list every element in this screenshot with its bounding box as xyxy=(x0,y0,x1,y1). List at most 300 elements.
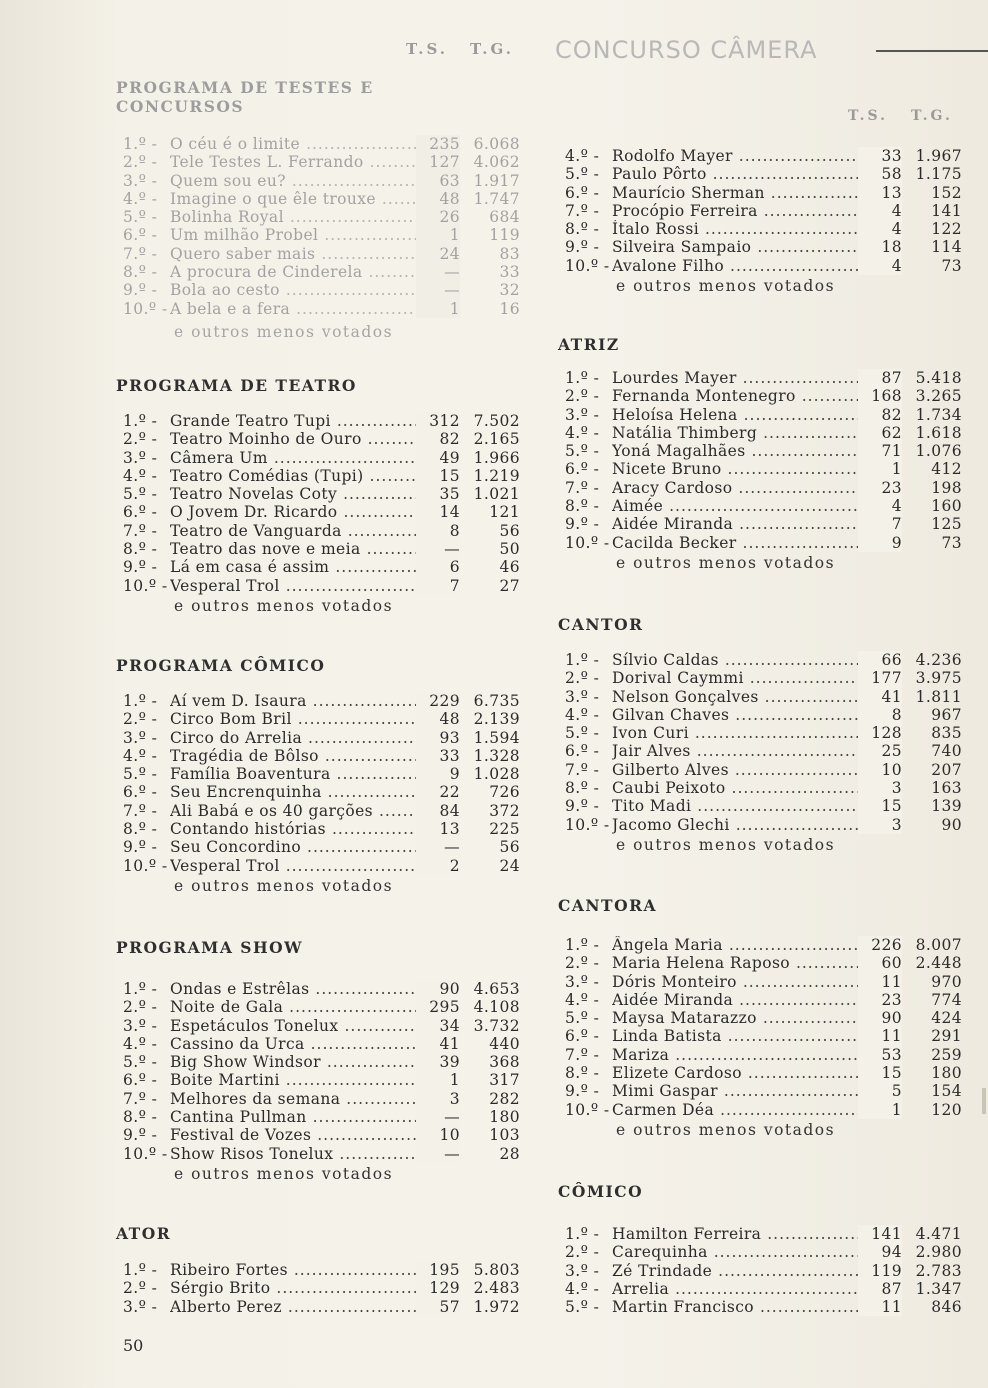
entry-name: O céu é o limite ..... xyxy=(170,135,460,153)
rank-position: 5.º - xyxy=(565,165,600,184)
ts-votes: 127 xyxy=(416,153,460,171)
entry-name: Big Show Windsor ..... xyxy=(170,1053,460,1071)
entry-name: Caubi Peixoto ..... xyxy=(612,779,902,797)
ts-votes: 11 xyxy=(858,1298,902,1316)
rank-position: 7.º - xyxy=(565,760,600,779)
tg-votes: 83 xyxy=(499,244,520,263)
tg-votes: 56 xyxy=(499,521,520,540)
tg-votes: 152 xyxy=(931,183,962,202)
entry-name: Maysa Matarazzo ..... xyxy=(612,1009,902,1027)
rank-position: 3.º - xyxy=(123,171,158,190)
ranking-row xyxy=(558,936,968,954)
tg-votes: 1.972 xyxy=(473,1297,520,1316)
rank-position: 9.º - xyxy=(565,515,600,534)
tg-votes: 73 xyxy=(941,533,962,552)
ts-votes: 33 xyxy=(858,147,902,165)
others-note: e outros menos votados xyxy=(174,1164,394,1183)
ts-votes: 48 xyxy=(416,710,460,728)
others-note: e outros menos votados xyxy=(174,876,394,895)
entry-name: Martin Francisco ..... xyxy=(612,1298,902,1316)
ranking-row xyxy=(116,857,526,875)
ranking-row xyxy=(558,424,968,442)
ranking-row xyxy=(558,724,968,742)
rank-position: 2.º - xyxy=(565,954,600,973)
entry-name: Tragédia de Bôlso ..... xyxy=(170,747,460,765)
entry-name: Ali Babá e os 40 garções ..... xyxy=(170,802,460,820)
rank-position: 6.º - xyxy=(123,503,158,522)
ranking-row xyxy=(558,147,968,165)
ts-votes: 1 xyxy=(858,460,902,478)
entry-name: Hamilton Ferreira ..... xyxy=(612,1225,902,1243)
tg-votes: 33 xyxy=(499,263,520,282)
tg-votes: 180 xyxy=(931,1064,962,1083)
rank-position: 2.º - xyxy=(123,430,158,449)
rank-position: 6.º - xyxy=(565,742,600,761)
entry-name: Ondas e Estrêlas ..... xyxy=(170,980,460,998)
tg-votes: 1.917 xyxy=(473,171,520,190)
entry-name: Gilvan Chaves ..... xyxy=(612,706,902,724)
ts-votes: 24 xyxy=(416,245,460,263)
section-testes xyxy=(116,78,526,343)
rank-position: 4.º - xyxy=(123,466,158,485)
tg-votes: 2.139 xyxy=(473,710,520,729)
rank-position: 3.º - xyxy=(565,972,600,991)
rank-position: 6.º - xyxy=(123,226,158,245)
ts-votes: 11 xyxy=(858,973,902,991)
ranking-row xyxy=(558,1280,968,1298)
ranking-row xyxy=(558,369,968,387)
ts-votes: 41 xyxy=(858,688,902,706)
ranking-row xyxy=(116,522,526,540)
rank-position: 8.º - xyxy=(565,779,600,798)
rank-position: 2.º - xyxy=(123,153,158,172)
page-edge-mark xyxy=(982,1088,986,1114)
ranking-row xyxy=(116,1108,526,1126)
rank-position: 10.º - xyxy=(565,815,610,834)
tg-votes: 967 xyxy=(931,705,962,724)
section-title: PROGRAMA DE TEATRO xyxy=(116,376,357,395)
ts-votes: 22 xyxy=(416,783,460,801)
ts-votes: 4 xyxy=(858,497,902,515)
rank-position: 4.º - xyxy=(565,147,600,165)
page-header xyxy=(400,36,988,70)
entry-name: Festival de Vozes ..... xyxy=(170,1126,460,1144)
rank-position: 10.º - xyxy=(123,299,168,318)
entry-name: Nicete Bruno ..... xyxy=(612,460,902,478)
tg-votes: 684 xyxy=(489,208,520,227)
tg-votes: 2.165 xyxy=(473,430,520,449)
ranking-row xyxy=(116,1126,526,1144)
rank-position: 7.º - xyxy=(123,244,158,263)
rank-position: 3.º - xyxy=(565,687,600,706)
ts-votes: 93 xyxy=(416,729,460,747)
ranking-list xyxy=(558,936,968,1119)
entry-name: Boite Martini ..... xyxy=(170,1071,460,1089)
entry-name: Carmen Déa ..... xyxy=(612,1101,902,1119)
rank-position: 4.º - xyxy=(565,1279,600,1298)
tg-votes: 180 xyxy=(489,1108,520,1127)
ts-votes: 62 xyxy=(858,424,902,442)
rank-position: 10.º - xyxy=(565,256,610,275)
ranking-row xyxy=(558,1064,968,1082)
tg-votes: 317 xyxy=(489,1071,520,1090)
entry-name: Paulo Pôrto ..... xyxy=(612,165,902,183)
rank-position: 1.º - xyxy=(123,1261,158,1279)
rank-position: 10.º - xyxy=(123,856,168,875)
entry-name: Quem sou eu? ..... xyxy=(170,172,460,190)
rank-position: 6.º - xyxy=(565,460,600,479)
section-title: CÔMICO xyxy=(558,1182,644,1201)
tg-votes: 1.594 xyxy=(473,728,520,747)
rank-position: 2.º - xyxy=(565,669,600,688)
ts-votes: 48 xyxy=(416,190,460,208)
ranking-row xyxy=(558,1082,968,1100)
entry-name: Família Boaventura ..... xyxy=(170,765,460,783)
tg-votes: 2.483 xyxy=(473,1279,520,1298)
ts-votes: 87 xyxy=(858,1280,902,1298)
tg-votes: 114 xyxy=(931,238,962,257)
tg-votes: 103 xyxy=(489,1126,520,1145)
rank-position: 2.º - xyxy=(123,998,158,1017)
rank-position: 1.º - xyxy=(123,692,158,710)
ts-votes: 94 xyxy=(858,1243,902,1261)
tg-votes: 740 xyxy=(931,742,962,761)
rank-position: 1.º - xyxy=(123,980,158,998)
ts-votes: 129 xyxy=(416,1279,460,1297)
entry-name: Sílvio Caldas ..... xyxy=(612,651,902,669)
entry-name: Cacilda Becker ..... xyxy=(612,534,902,552)
tg-votes: 1.021 xyxy=(473,485,520,504)
ts-votes: 6 xyxy=(416,558,460,576)
entry-name: Noite de Gala ..... xyxy=(170,998,460,1016)
entry-name: Teatro de Vanguarda ..... xyxy=(170,522,460,540)
ranking-list xyxy=(116,412,526,595)
ts-votes: 1 xyxy=(416,226,460,244)
rank-position: 8.º - xyxy=(123,1108,158,1127)
tg-votes: 1.175 xyxy=(915,165,962,184)
ts-votes: — xyxy=(416,281,460,299)
ranking-row xyxy=(558,1298,968,1316)
ts-votes: 235 xyxy=(416,135,460,153)
others-note: e outros menos votados xyxy=(616,1120,836,1139)
ts-votes: — xyxy=(416,1145,460,1163)
entry-name: Vesperal Trol ..... xyxy=(170,857,460,875)
rank-position: 7.º - xyxy=(123,1089,158,1108)
ts-votes: 90 xyxy=(416,980,460,998)
ranking-list xyxy=(558,651,968,834)
tg-votes: 6.068 xyxy=(473,135,520,153)
ranking-row xyxy=(558,1046,968,1064)
rank-position: 7.º - xyxy=(123,521,158,540)
tg-votes: 774 xyxy=(931,990,962,1009)
entry-name: Lourdes Mayer ..... xyxy=(612,369,902,387)
ranking-row xyxy=(116,802,526,820)
rank-position: 6.º - xyxy=(123,783,158,802)
ranking-list xyxy=(116,692,526,875)
ranking-row xyxy=(116,449,526,467)
entry-name: Carequinha ..... xyxy=(612,1243,902,1261)
ts-votes: 226 xyxy=(858,936,902,954)
entry-name: Espetáculos Tonelux ..... xyxy=(170,1017,460,1035)
ts-votes: 10 xyxy=(858,761,902,779)
rank-position: 5.º - xyxy=(123,765,158,784)
ranking-row xyxy=(116,540,526,558)
ts-votes: 4 xyxy=(858,220,902,238)
section-title: PROGRAMA DE TESTES E CONCURSOS xyxy=(116,78,374,116)
entry-name: Alberto Perez ..... xyxy=(170,1298,460,1316)
section-title: ATRIZ xyxy=(558,335,620,354)
entry-name: Aí vem D. Isaura ..... xyxy=(170,692,460,710)
tg-votes: 4.108 xyxy=(473,998,520,1017)
tg-votes: 424 xyxy=(931,1009,962,1028)
tg-votes: 163 xyxy=(931,779,962,798)
ts-votes: 128 xyxy=(858,724,902,742)
tg-votes: 50 xyxy=(499,540,520,559)
tg-votes: 970 xyxy=(931,972,962,991)
ranking-row xyxy=(116,263,526,281)
section-cantora xyxy=(558,895,968,1141)
rank-position: 5.º - xyxy=(565,442,600,461)
entry-name: Grande Teatro Tupi ..... xyxy=(170,412,460,430)
tg-votes: 5.418 xyxy=(915,369,962,387)
entry-name: Bola ao cesto ..... xyxy=(170,281,460,299)
rank-position: 4.º - xyxy=(123,746,158,765)
tg-votes: 1.811 xyxy=(915,687,962,706)
ts-votes: 4 xyxy=(858,257,902,275)
ts-votes: 11 xyxy=(858,1027,902,1045)
entry-name: Melhores da semana ..... xyxy=(170,1090,460,1108)
ranking-row xyxy=(116,998,526,1016)
ts-votes: 90 xyxy=(858,1009,902,1027)
rank-position: 4.º - xyxy=(565,423,600,442)
ranking-row xyxy=(558,387,968,405)
ranking-row xyxy=(116,1298,526,1316)
entry-name: Ângela Maria ..... xyxy=(612,936,902,954)
ts-votes: 15 xyxy=(858,797,902,815)
entry-name: Tele Testes L. Ferrando ..... xyxy=(170,153,460,171)
ranking-row xyxy=(558,761,968,779)
rank-position: 7.º - xyxy=(565,478,600,497)
others-note: e outros menos votados xyxy=(616,553,836,572)
tg-votes: 1.966 xyxy=(473,448,520,467)
entry-name: Dorival Caymmi ..... xyxy=(612,669,902,687)
ranking-list xyxy=(116,135,526,318)
entry-name: Tito Madi ..... xyxy=(612,797,902,815)
rank-position: 6.º - xyxy=(565,183,600,202)
entry-name: Aidée Miranda ..... xyxy=(612,991,902,1009)
ts-votes: 15 xyxy=(858,1064,902,1082)
entry-name: Avalone Filho ..... xyxy=(612,257,902,275)
tg-votes: 3.975 xyxy=(915,669,962,688)
tg-votes: 7.502 xyxy=(473,412,520,430)
tg-votes: 154 xyxy=(931,1082,962,1101)
section-teatro xyxy=(116,375,526,617)
entry-name: Vesperal Trol ..... xyxy=(170,577,460,595)
entry-name: Linda Batista ..... xyxy=(612,1027,902,1045)
tg-votes: 24 xyxy=(499,856,520,875)
entry-name: Show Risos Tonelux ..... xyxy=(170,1145,460,1163)
ts-votes: 5 xyxy=(858,1082,902,1100)
tg-votes: 4.236 xyxy=(915,651,962,669)
entry-name: Sérgio Brito ..... xyxy=(170,1279,460,1297)
ranking-list xyxy=(116,980,526,1163)
ranking-row xyxy=(558,479,968,497)
section-title: PROGRAMA CÔMICO xyxy=(116,656,326,675)
tg-votes: 90 xyxy=(941,815,962,834)
rank-position: 1.º - xyxy=(565,1225,600,1243)
ts-votes: — xyxy=(416,838,460,856)
ranking-row xyxy=(116,1017,526,1035)
ts-votes: 8 xyxy=(416,522,460,540)
column-heading-tg: T.G. xyxy=(911,108,953,124)
rank-position: 1.º - xyxy=(123,412,158,430)
ranking-row xyxy=(558,238,968,256)
ranking-row xyxy=(116,1053,526,1071)
tg-votes: 46 xyxy=(499,558,520,577)
rank-position: 4.º - xyxy=(123,189,158,208)
ts-votes: 23 xyxy=(858,991,902,1009)
ranking-row xyxy=(116,172,526,190)
ranking-row xyxy=(116,1279,526,1297)
ts-votes: 3 xyxy=(858,779,902,797)
ts-votes: 1 xyxy=(858,1101,902,1119)
tg-votes: 2.448 xyxy=(915,954,962,973)
tg-votes: 1.219 xyxy=(473,466,520,485)
rank-position: 5.º - xyxy=(565,724,600,743)
ranking-row xyxy=(116,190,526,208)
ts-votes: 18 xyxy=(858,238,902,256)
tg-votes: 291 xyxy=(931,1027,962,1046)
section-title: CANTORA xyxy=(558,896,657,915)
tg-votes: 726 xyxy=(489,783,520,802)
ts-votes: 84 xyxy=(416,802,460,820)
rank-position: 8.º - xyxy=(565,220,600,239)
ts-votes: 82 xyxy=(858,406,902,424)
rank-position: 8.º - xyxy=(123,540,158,559)
ranking-row xyxy=(116,980,526,998)
tg-votes: 125 xyxy=(931,515,962,534)
rank-position: 3.º - xyxy=(123,448,158,467)
page-number: 50 xyxy=(123,1336,144,1355)
entry-name: Imagine o que êle trouxe ..... xyxy=(170,190,460,208)
tg-votes: 372 xyxy=(489,801,520,820)
tg-votes: 835 xyxy=(931,724,962,743)
ranking-row xyxy=(116,467,526,485)
tg-votes: 4.653 xyxy=(473,980,520,998)
ts-votes: 35 xyxy=(416,485,460,503)
tg-votes: 5.803 xyxy=(473,1261,520,1279)
tg-votes: 122 xyxy=(931,220,962,239)
ts-votes: 49 xyxy=(416,449,460,467)
ts-votes: 3 xyxy=(858,816,902,834)
rank-position: 9.º - xyxy=(565,1082,600,1101)
entry-name: Elizete Cardoso ..... xyxy=(612,1064,902,1082)
tg-votes: 1.967 xyxy=(915,147,962,165)
tg-votes: 1.076 xyxy=(915,442,962,461)
ranking-row xyxy=(116,281,526,299)
entry-name: Ivon Curi ..... xyxy=(612,724,902,742)
ts-votes: 33 xyxy=(416,747,460,765)
entry-name: Ítalo Rossi ..... xyxy=(612,220,902,238)
entry-name: A bela e a fera ..... xyxy=(170,300,460,318)
ranking-row xyxy=(558,779,968,797)
ranking-row xyxy=(116,135,526,153)
ranking-row xyxy=(558,202,968,220)
entry-name: Gilberto Alves ..... xyxy=(612,761,902,779)
ranking-row xyxy=(116,577,526,595)
ranking-row xyxy=(558,442,968,460)
section-title: ATOR xyxy=(116,1224,172,1243)
tg-votes: 1.618 xyxy=(915,423,962,442)
ts-votes: 119 xyxy=(858,1262,902,1280)
rank-position: 7.º - xyxy=(565,1045,600,1064)
ts-votes: 66 xyxy=(858,651,902,669)
entry-name: Câmera Um ..... xyxy=(170,449,460,467)
entry-name: Natália Thimberg ..... xyxy=(612,424,902,442)
tg-votes: 225 xyxy=(489,820,520,839)
ranking-row xyxy=(116,710,526,728)
ranking-list xyxy=(116,1261,526,1316)
entry-name: Rodolfo Mayer ..... xyxy=(612,147,902,165)
entry-name: Mariza ..... xyxy=(612,1046,902,1064)
rank-position: 9.º - xyxy=(123,281,158,300)
ranking-row xyxy=(558,973,968,991)
ranking-row xyxy=(558,534,968,552)
entry-name: Dóris Monteiro ..... xyxy=(612,973,902,991)
ts-votes: 60 xyxy=(858,954,902,972)
tg-votes: 2.783 xyxy=(915,1261,962,1280)
entry-name: A procura de Cinderela ..... xyxy=(170,263,460,281)
ts-votes: 7 xyxy=(416,577,460,595)
rank-position: 5.º - xyxy=(123,208,158,227)
rank-position: 5.º - xyxy=(565,1009,600,1028)
ts-votes: 10 xyxy=(416,1126,460,1144)
entry-name: Jacomo Glechi ..... xyxy=(612,816,902,834)
ranking-row xyxy=(116,820,526,838)
tg-votes: 3.732 xyxy=(473,1016,520,1035)
rank-position: 8.º - xyxy=(123,820,158,839)
ts-votes: 41 xyxy=(416,1035,460,1053)
rank-position: 2.º - xyxy=(565,387,600,406)
tg-votes: 8.007 xyxy=(915,936,962,954)
tg-votes: 1.734 xyxy=(915,405,962,424)
rank-position: 5.º - xyxy=(123,1053,158,1072)
rank-position: 10.º - xyxy=(123,1144,168,1163)
ts-votes: 63 xyxy=(416,172,460,190)
entry-name: Seu Concordino ..... xyxy=(170,838,460,856)
rank-position: 10.º - xyxy=(565,533,610,552)
header-ts-label: T.S. xyxy=(406,40,448,58)
rank-position: 8.º - xyxy=(565,497,600,516)
tg-votes: 141 xyxy=(931,201,962,220)
ranking-row xyxy=(116,558,526,576)
ts-votes: 26 xyxy=(416,208,460,226)
ranking-row xyxy=(116,245,526,263)
tg-votes: 32 xyxy=(499,281,520,300)
tg-votes: 160 xyxy=(931,497,962,516)
ranking-row xyxy=(558,460,968,478)
tg-votes: 120 xyxy=(931,1100,962,1119)
ranking-row xyxy=(558,1262,968,1280)
ranking-row xyxy=(558,688,968,706)
column-headings xyxy=(558,108,968,128)
ranking-row xyxy=(116,430,526,448)
rank-position: 1.º - xyxy=(565,651,600,669)
entry-name: Mimi Gaspar ..... xyxy=(612,1082,902,1100)
header-rule xyxy=(876,50,988,52)
section-cantor xyxy=(558,614,968,856)
ts-votes: 53 xyxy=(858,1046,902,1064)
